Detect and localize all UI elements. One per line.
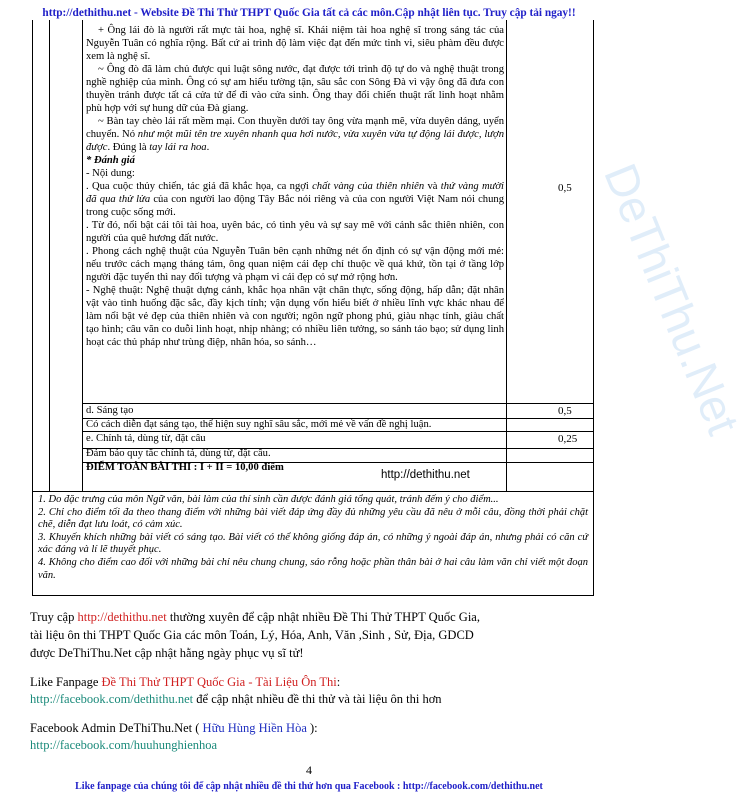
paragraph: + Ông lái đò là người rất mực tài hoa, nghệ sĩ. Khái niệm tài hoa nghệ sĩ trong sáng tác của Nguyễn Tuân có nghĩa rộng. Bất cứ ai trình độ làm việc đạt đến mức tinh vi, siêu phàm đều được xem là nghệ sĩ. <box>86 25 504 62</box>
paragraph: ~ Ông đò đã làm chủ được qui luật sông nước, đạt được tới trình độ tự do và nghệ thuật trong nghề nghiệp của mình. Ông có sự am hiểu tường tận, sâu sắc con Sông Đà vì vậy ông đã đưa con thuyền tránh được tất cả cửa tử để đi vào cửa sinh. Ông thay đổi chiến thuật rất linh hoạt nhằm phù hợp với sự hung dữ của Đà giang. <box>86 64 504 114</box>
criteria-label: d. Sáng tạo <box>86 405 134 416</box>
promo-line: Facebook Admin DeThiThu.Net ( Hữu Hùng Hiền Hòa ): <box>30 721 318 735</box>
table-border-left <box>32 20 33 492</box>
criteria-label: Đảm bảo quy tắc chính tả, dùng từ, đặt câu. <box>86 448 271 459</box>
note: 4. Không cho điểm cao đối với những bài chỉ nêu chung chung, sáo rỗng hoặc phần thân bài ở hai câu làm văn chỉ viết một đoạn văn. <box>38 556 588 581</box>
site-url[interactable]: http://dethithu.net <box>381 469 470 481</box>
row-line <box>82 431 594 432</box>
page-header: http://dethithu.net - Website Đề Thi Thử THPT Quốc Gia tất cả các môn.Cập nhật liên tục. Truy cập tải ngay!! <box>42 7 576 19</box>
table-border-right <box>593 20 594 492</box>
page-number: 4 <box>306 763 312 777</box>
total-score: ĐIỂM TOÀN BÀI THI : I + II = 10,00 điểm <box>86 462 284 473</box>
section-heading: * Đánh giá <box>86 155 135 166</box>
table-col-divider <box>506 20 507 492</box>
promo-line: Truy cập http://dethithu.net thường xuyên để cập nhật nhiều Đề Thi Thử THPT Quốc Gia, <box>30 610 480 624</box>
link[interactable]: http://facebook.com/huuhunghienhoa <box>30 738 218 752</box>
note: 1. Do đặc trưng của môn Ngữ văn, bài làm của thí sinh cần được đánh giá tổng quát, tránh đếm ý cho điểm... <box>38 494 499 505</box>
promo-line: Like Fanpage Đề Thi Thử THPT Quốc Gia - Tài Liệu Ôn Thi: <box>30 675 341 689</box>
criteria-label: Có cách diễn đạt sáng tạo, thể hiện suy nghĩ sâu sắc, mới mẻ về vấn đề nghị luận. <box>86 419 432 430</box>
promo-line: tài liệu ôn thi THPT Quốc Gia các môn Toán, Lý, Hóa, Anh, Văn ,Sinh , Sử, Địa, GDCD <box>30 628 474 642</box>
watermark: DeThiThu.Net <box>594 156 750 442</box>
promo-line: được DeThiThu.Net cập nhật hằng ngày phục vụ sĩ tử! <box>30 646 304 660</box>
grading-notes <box>32 491 594 596</box>
page-footer: Like fanpage của chúng tôi để cập nhật nhiều đề thi thử hơn qua Facebook : http://facebook.com/dethithu.net <box>75 781 543 792</box>
note: 3. Khuyến khích những bài viết có sáng tạo. Bài viết có thể không giống đáp án, có những ý ngoài đáp án, nhưng phải có căn cứ xác đáng và lí lẽ thuyết phục. <box>38 531 588 556</box>
paragraph: . Từ đó, nổi bật cái tôi tài hoa, uyên bác, có tình yêu và sự say mê với cảnh sắc thiên nhiên, con người của quê hương đất nước. <box>86 220 504 244</box>
promo-line: http://facebook.com/dethithu.net để cập nhật nhiều đề thi thử và tài liệu ôn thi hơn <box>30 692 442 706</box>
paragraph: . Qua cuộc thủy chiến, tác giả đã khắc họa, ca ngợi chất vàng của thiên nhiên và thứ vàng mười đã qua thử lửa của con người lao động Tây Bắc nói riêng và của con người Việt Nam nói chung trong cuộc sống mới. <box>86 181 504 218</box>
paragraph: - Nghệ thuật: Nghệ thuật dựng cảnh, khắc họa nhân vật chân thực, sống động, hấp dẫn; đặt nhân vật vào tình huống đặc sắc, đầy kịch tính; vận dụng vốn hiểu biết ở nhiều lĩnh vực khác nhau để làm nổi bật vẻ đẹp của thiên nhiên và con người; ngôn ngữ phong phú, giàu nhạc tính, giàu chất tạo hình; câu văn co duỗi linh hoạt, nhịp nhàng; có nhiều liên tưởng, so sánh táo bạo; sử dụng linh hoạt các thủ pháp như trùng điệp, nhân hóa, so sánh… <box>86 285 504 348</box>
paragraph: . Phong cách nghệ thuật của Nguyễn Tuân bên cạnh những nét ổn định có sự vận động mới mẻ: nếu trước cách mạng tháng tám, ông quan niệm cái đẹp chỉ thuộc về quá khứ, tồn tại ở tầng lớp người đặc tuyển thì nay đối tượng và phạm vi cái đẹp có sự mở rộng hơn. <box>86 246 504 283</box>
table-col-divider <box>82 20 83 492</box>
link[interactable]: Hữu Hùng Hiền Hòa <box>202 721 307 735</box>
link[interactable]: Đề Thi Thử THPT Quốc Gia - Tài Liệu Ôn Thi <box>101 675 337 689</box>
body-text <box>86 24 504 349</box>
paragraph: ~ Bàn tay chèo lái rất mềm mại. Con thuyền dưới tay ông vừa mạnh mẽ, vừa duyên dáng, uyển chuyển. Nó như một mũi tên tre xuyên nhanh qua hơi nước, vừa xuyên vừa tự động lái được, lượn được. Đúng là tay lái ra hoa. <box>86 116 505 153</box>
link[interactable]: http://dethithu.net <box>77 610 167 624</box>
table-col-divider <box>49 20 50 492</box>
score-cell: 0,25 <box>558 433 578 445</box>
paragraph: - Nội dung: <box>86 168 135 179</box>
note: 2. Chỉ cho điểm tối đa theo thang điểm với những bài viết đáp ứng đầy đủ những yêu cầu đã nêu ở mỗi câu, đồng thời phải chặt chẽ, diễn đạt lưu loát, có cảm xúc. <box>38 506 588 531</box>
link[interactable]: http://facebook.com/dethithu.net <box>30 692 194 706</box>
score-cell: 0,5 <box>558 182 572 194</box>
row-line <box>82 403 594 404</box>
score-cell: 0,5 <box>558 405 572 417</box>
criteria-label: e. Chính tả, dùng từ, đặt câu <box>86 433 206 444</box>
